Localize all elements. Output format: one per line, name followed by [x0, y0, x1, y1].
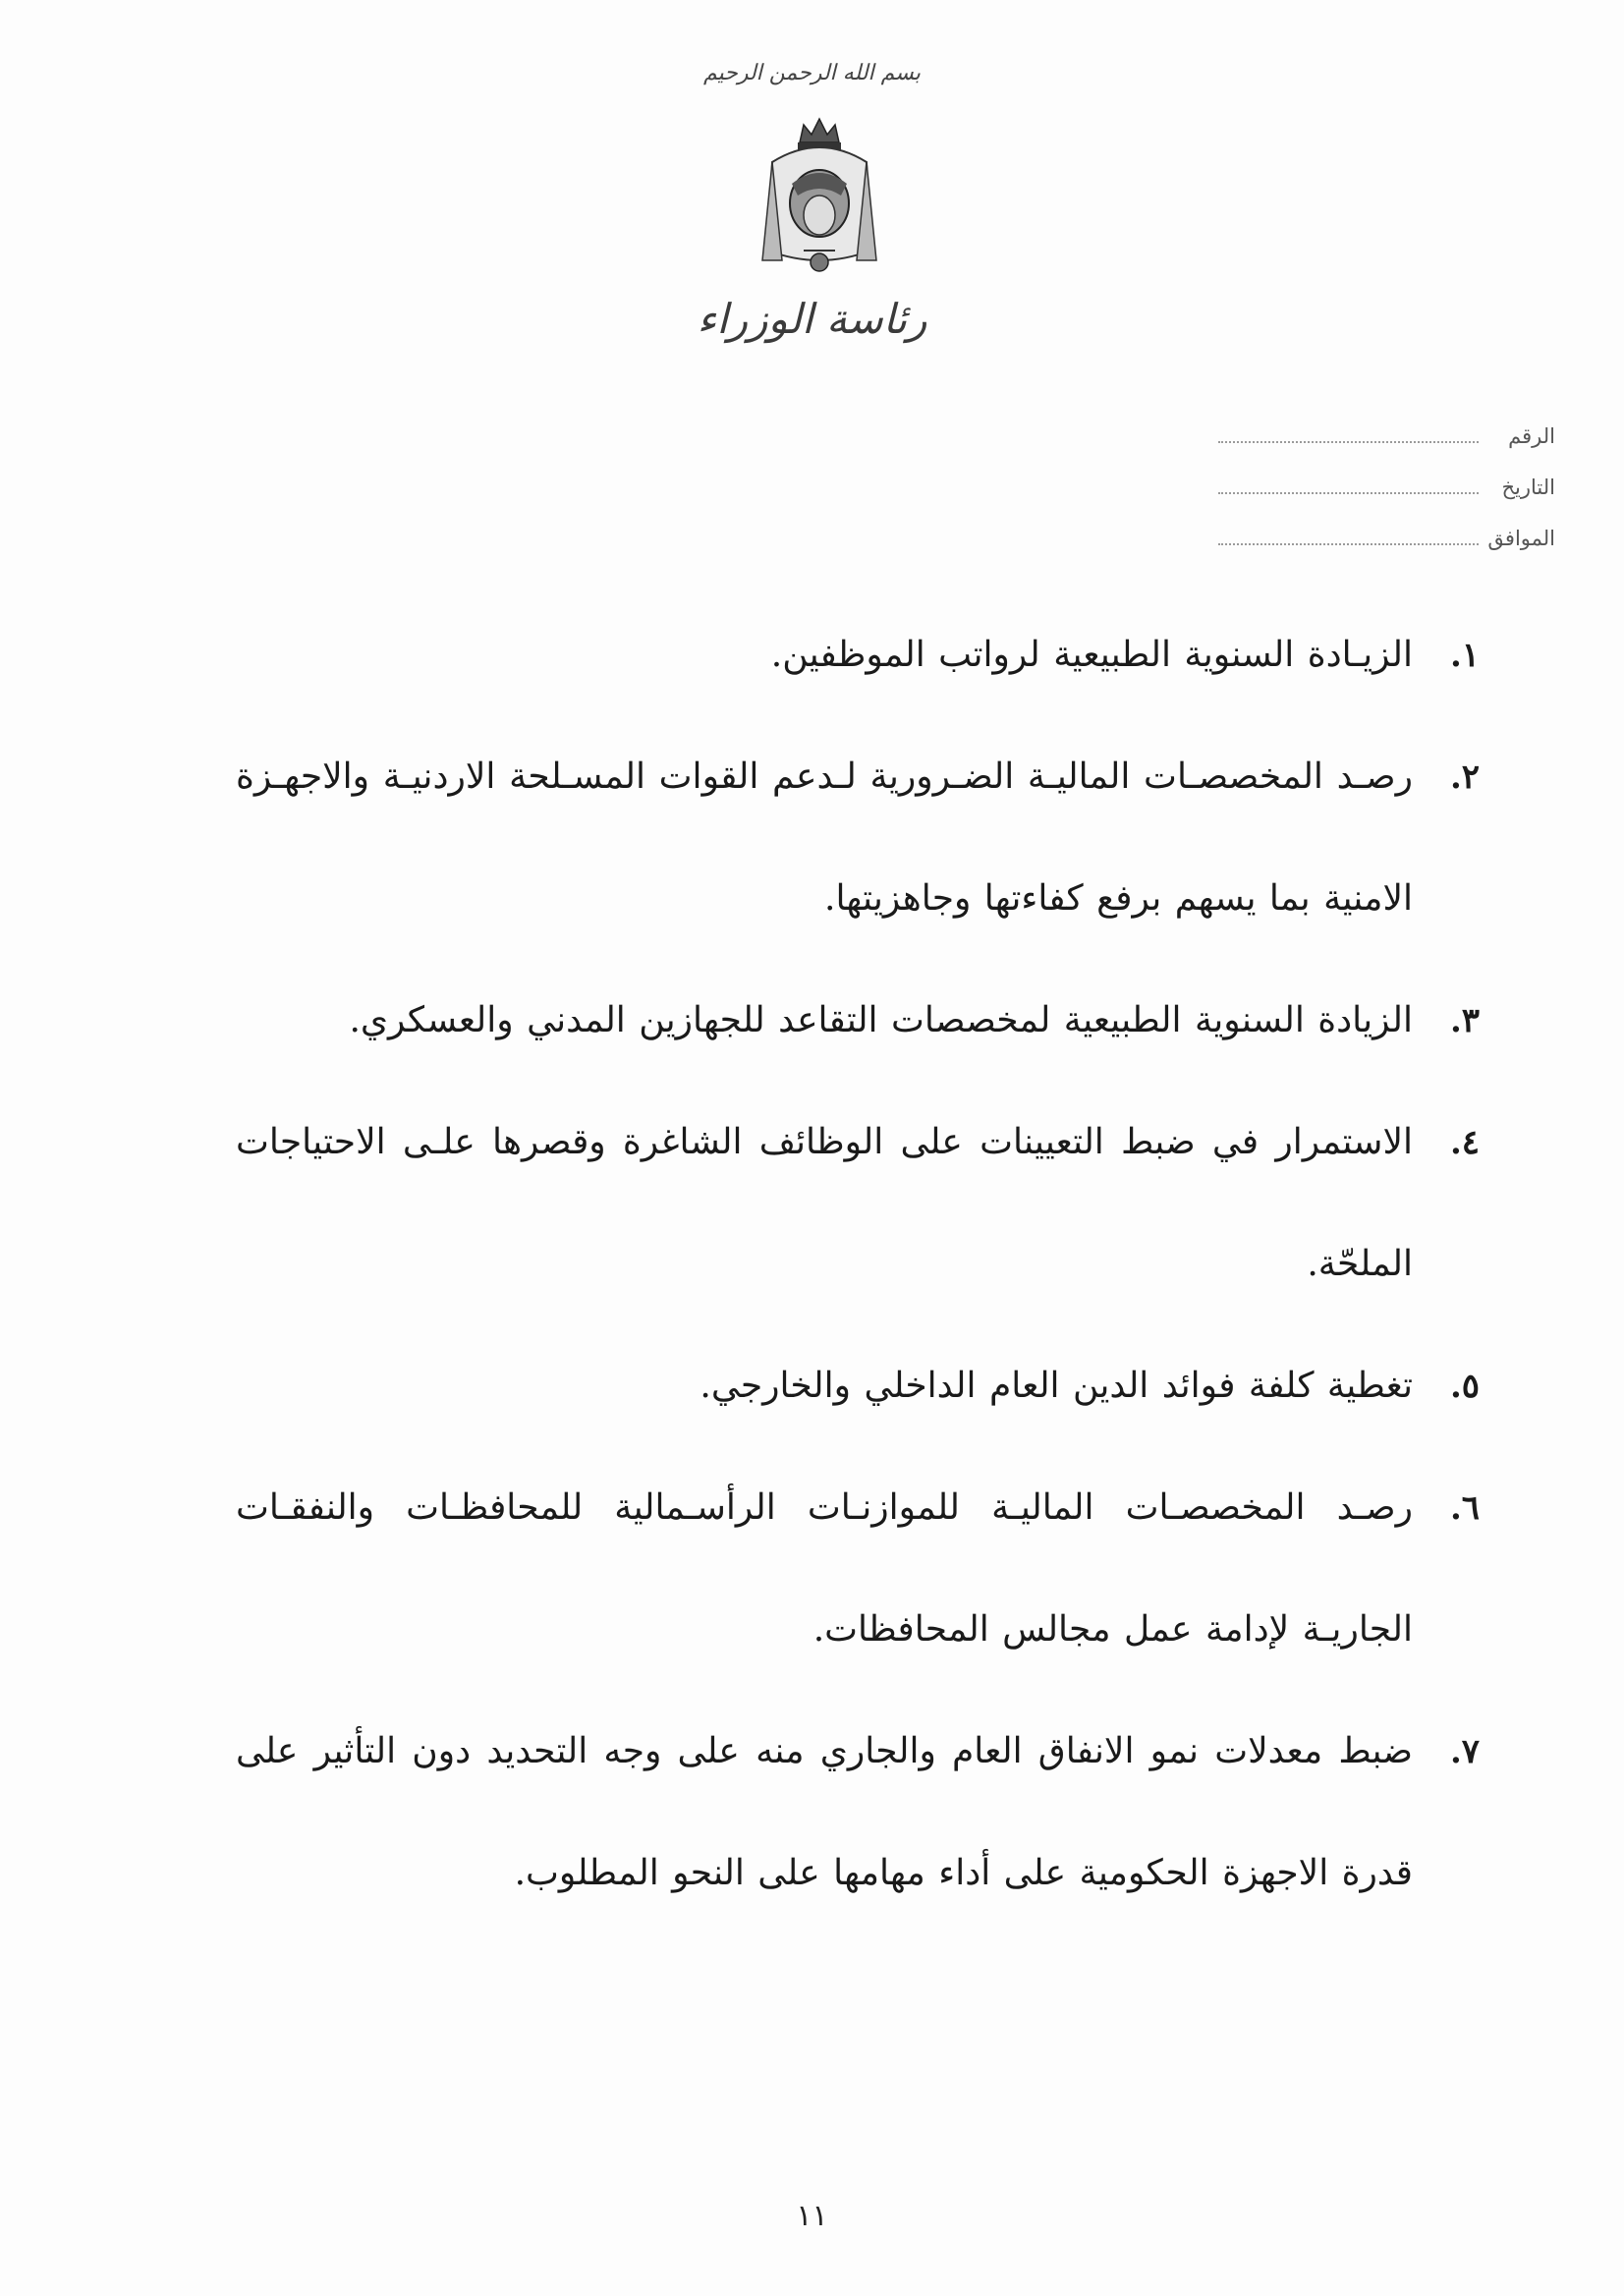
item-number: ٣. [1449, 1001, 1481, 1040]
item-text: رصـد المخصصـات الماليـة الضـرورية لـدعم القوات المسـلحة الاردنيـة والاجهـزة الامنية بما يسهم برفع كفاءتها وجاهزيتها. [236, 756, 1413, 919]
item-number: ٤. [1449, 1123, 1481, 1162]
item-text: الاستمرار في ضبط التعيينات على الوظائف الشاغرة وقصرها علـى الاحتياجات الملحّة. [236, 1122, 1413, 1284]
reference-fields [1162, 424, 1555, 578]
item-number: ١. [1449, 636, 1481, 675]
list-item [236, 716, 1481, 960]
basmala-heading: بسم الله الرحمن الرحيم [702, 61, 922, 85]
list-item [236, 1447, 1481, 1691]
number-label: الرقم [1508, 424, 1555, 448]
item-number: ٧. [1449, 1732, 1481, 1771]
list-item [236, 1082, 1481, 1325]
item-number: ٥. [1449, 1367, 1481, 1406]
date-dotted-line [1218, 476, 1479, 494]
item-text: ضبط معدلات نمو الانفاق العام والجاري منه على وجه التحديد دون التأثير على قدرة الاجهزة الحكومية على أداء مهامها على النحو المطلوب. [236, 1731, 1413, 1893]
jordan-coat-of-arms-icon [753, 113, 886, 280]
number-field-row [1162, 424, 1555, 476]
list-item [236, 960, 1481, 1082]
item-text: الزيادة السنوية الطبيعية لمخصصات التقاعد للجهازين المدني والعسكري. [349, 1000, 1413, 1040]
corresponding-dotted-line [1218, 528, 1479, 545]
list-item [236, 594, 1481, 716]
corresponding-label: الموافق [1487, 527, 1555, 550]
office-name-heading: رئاسة الوزراء [697, 295, 927, 343]
budget-items-list [236, 594, 1481, 1934]
item-text: رصـد المخصصـات الماليـة للموازنـات الرأسـمالية للمحافظـات والنفقـات الجاريـة لإدامة عمل مجالس المحافظات. [236, 1487, 1413, 1650]
date-field-row [1162, 476, 1555, 527]
item-text: تغطية كلفة فوائد الدين العام الداخلي والخارجي. [700, 1366, 1413, 1406]
list-item [236, 1325, 1481, 1447]
item-number: ٦. [1449, 1488, 1481, 1528]
item-number: ٢. [1449, 757, 1481, 797]
page-number: ١١ [796, 2199, 828, 2233]
item-text: الزيـادة السنوية الطبيعية لرواتب الموظفين. [770, 635, 1413, 675]
number-dotted-line [1218, 425, 1479, 443]
list-item [236, 1691, 1481, 1934]
date-label: التاريخ [1501, 476, 1555, 499]
corresponding-field-row [1162, 527, 1555, 578]
